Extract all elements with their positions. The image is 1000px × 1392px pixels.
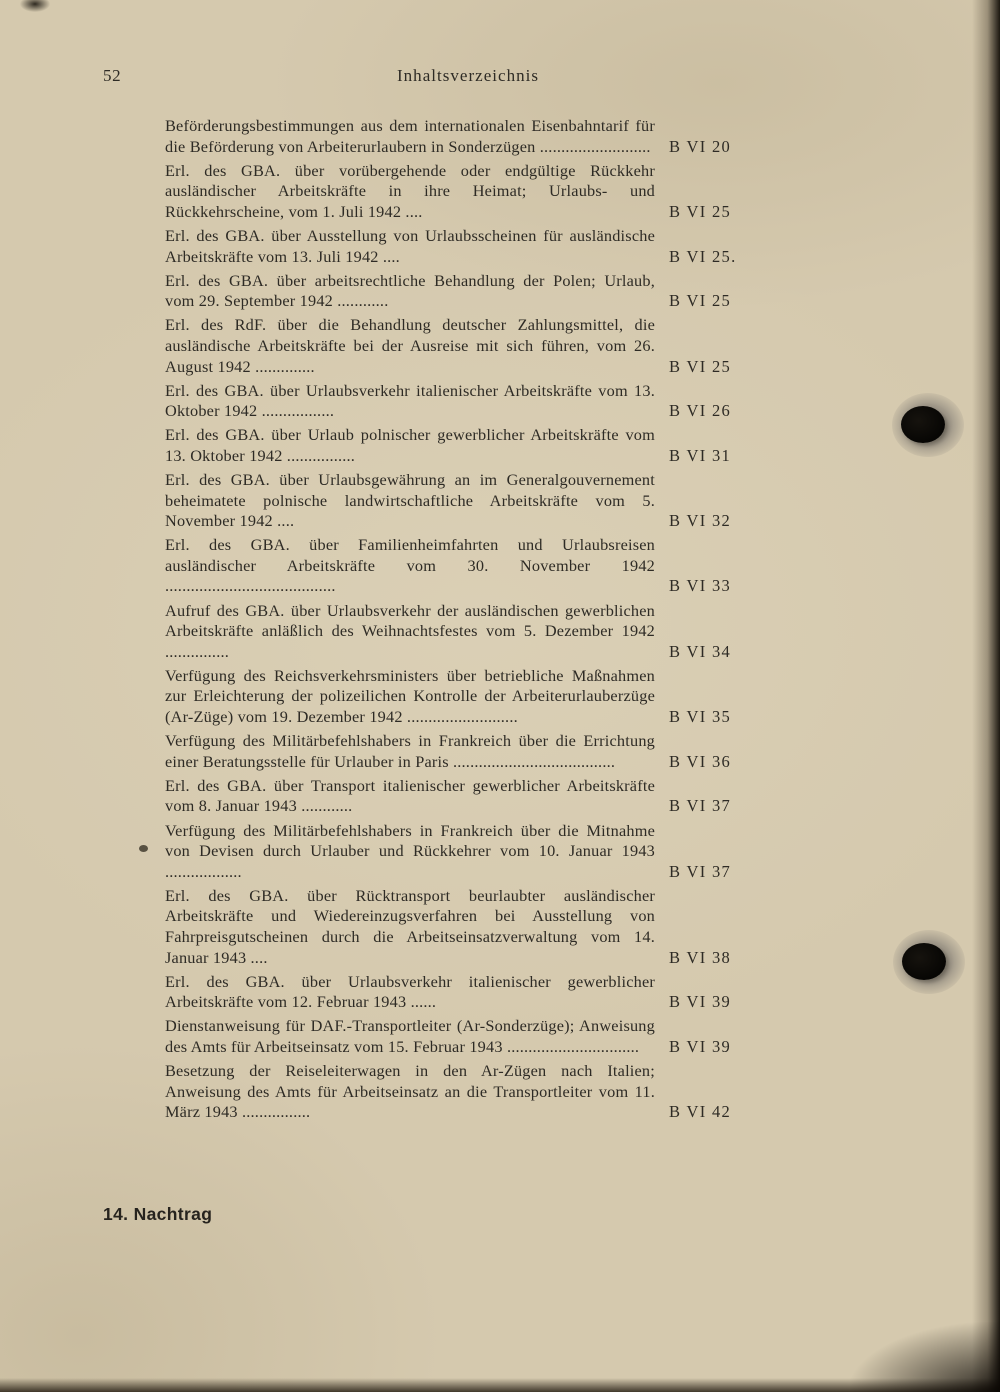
toc-entry-text: Erl. des GBA. über Urlaubsverkehr italienischer gewerblicher Arbeitskräfte vom 12. Februar 1943 ...... xyxy=(165,971,655,1012)
toc-entry-code: B VI 26 xyxy=(669,401,732,421)
page-title: Inhaltsverzeichnis xyxy=(396,66,540,85)
toc-entry-text: Aufruf des GBA. über Urlaubsverkehr der ausländischen gewerblichen Arbeitskräfte anläßlich des Weihnachtsfestes vom 5. Dezember 1942 ............... xyxy=(165,600,655,661)
toc-entry-code: B VI 25 xyxy=(669,356,732,376)
toc-entry xyxy=(165,776,765,817)
toc-entry xyxy=(165,886,765,968)
toc-entry xyxy=(165,1016,765,1057)
toc-entry-code: B VI 39 xyxy=(669,1036,732,1056)
toc-entry xyxy=(165,271,765,312)
toc-entry-text: Besetzung der Reiseleiterwagen in den Ar-Zügen nach Italien; Anweisung des Amts für Arbeitseinsatz an die Transportleiter vom 11. März 1943 ................ xyxy=(165,1061,655,1122)
toc-entry-text: Erl. des GBA. über Rücktransport beurlaubter ausländischer Arbeitskräfte und Wiedereinzugsverfahren bei Ausstellung von Fahrpreisgutscheinen durch die Arbeitseinsatzverwaltung vom 14. Januar 1943 .... xyxy=(165,885,655,967)
toc-entry xyxy=(165,315,765,377)
toc-entry-text: Beförderungsbestimmungen aus dem internationalen Eisenbahntarif für die Beförderung von Arbeiterurlaubern in Sonderzügen .......................... xyxy=(165,116,655,156)
toc-entry-text: Erl. des GBA. über Transport italienischer gewerblicher Arbeitskräfte vom 8. Januar 1943 ............ xyxy=(165,775,655,816)
punch-hole-icon xyxy=(902,943,946,980)
toc-entry-text: Verfügung des Militärbefehlshabers in Frankreich über die Mitnahme von Devisen durch Urlauber und Rückkehrer vom 10. Januar 1943 .................. xyxy=(165,820,655,881)
toc-entry-text: Erl. des RdF. über die Behandlung deutscher Zahlungsmittel, die ausländische Arbeitskräfte bei der Ausreise mit sich führen, vom 26. August 1942 .............. xyxy=(165,315,655,376)
toc-entry xyxy=(165,1061,765,1123)
ink-speck xyxy=(139,845,148,852)
toc-entry-code: B VI 42 xyxy=(669,1102,732,1122)
toc-entry xyxy=(165,601,765,663)
toc-entry xyxy=(165,226,765,267)
toc-entry xyxy=(165,731,765,772)
toc-entry-code: B VI 25. xyxy=(669,246,737,266)
toc-entry xyxy=(165,116,765,157)
toc-entry-code: B VI 33 xyxy=(669,576,732,596)
toc-entries xyxy=(165,116,765,1126)
toc-entry xyxy=(165,470,765,532)
toc-entry-text: Erl. des GBA. über Ausstellung von Urlaubsscheinen für ausländische Arbeitskräfte vom 13. Juli 1942 .... xyxy=(165,225,655,266)
page-corner-shadow xyxy=(850,1322,1000,1392)
toc-entry-code: B VI 34 xyxy=(669,641,732,661)
toc-entry xyxy=(165,161,765,223)
toc-entry-code: B VI 37 xyxy=(669,861,732,881)
section-heading-nachtrag: 14. Nachtrag xyxy=(103,1204,213,1224)
toc-entry-code: B VI 25 xyxy=(669,291,732,311)
punch-hole-top xyxy=(898,399,958,451)
toc-entry-text: Erl. des GBA. über Urlaubsgewährung an im Generalgouvernement beheimatete polnische landwirtschaftliche Arbeitskräfte vom 5. November 1942 .... xyxy=(165,470,655,531)
running-head xyxy=(0,66,936,90)
toc-entry-code: B VI 31 xyxy=(669,445,732,465)
toc-entry-code: B VI 32 xyxy=(669,511,732,531)
toc-entry-text: Erl. des GBA. über Urlaubsverkehr italienischer Arbeitskräfte vom 13. Oktober 1942 ................. xyxy=(165,380,655,421)
toc-entry xyxy=(165,535,765,597)
toc-entry-code: B VI 39 xyxy=(669,992,732,1012)
page-number: 52 xyxy=(103,66,122,85)
toc-entry-text: Erl. des GBA. über Urlaub polnischer gewerblicher Arbeitskräfte vom 13. Oktober 1942 ................ xyxy=(165,425,655,465)
toc-entry-code: B VI 38 xyxy=(669,947,732,967)
toc-entry-code: B VI 25 xyxy=(669,201,732,221)
toc-entry-code: B VI 37 xyxy=(669,796,732,816)
toc-entry-text: Erl. des GBA. über arbeitsrechtliche Behandlung der Polen; Urlaub, vom 29. September 1942 ............ xyxy=(165,270,655,311)
toc-entry-code: B VI 35 xyxy=(669,707,732,727)
toc-entry xyxy=(165,425,765,466)
toc-entry xyxy=(165,972,765,1013)
toc-entry-code: B VI 36 xyxy=(669,751,732,771)
toc-entry-text: Verfügung des Reichsverkehrsministers über betriebliche Maßnahmen zur Erleichterung der polizeilichen Kontrolle der Arbeiterurlauberzüge (Ar-Züge) vom 19. Dezember 1942 .......................... xyxy=(165,665,655,727)
toc-entry-code: B VI 20 xyxy=(669,136,732,156)
toc-entry-text: Dienstanweisung für DAF.-Transportleiter (Ar-Sonderzüge); Anweisung des Amts für Arbeitseinsatz vom 15. Februar 1943 ............................... xyxy=(165,1016,655,1056)
punch-hole-icon xyxy=(901,406,945,443)
toc-entry-text: Verfügung des Militärbefehlshabers in Frankreich über die Errichtung einer Beratungsstelle für Urlauber in Paris ...................................... xyxy=(165,731,655,771)
toc-entry xyxy=(165,381,765,422)
scan-artifact-mark xyxy=(20,0,50,12)
toc-entry xyxy=(165,666,765,728)
toc-entry xyxy=(165,821,765,883)
toc-entry-text: Erl. des GBA. über Familienheimfahrten und Urlaubsreisen ausländischer Arbeitskräfte vom 30. November 1942 ........................................ xyxy=(165,535,655,596)
punch-hole-bottom xyxy=(899,936,959,988)
page-edge-shadow-right xyxy=(972,0,1000,1392)
toc-entry-text: Erl. des GBA. über vorübergehende oder endgültige Rückkehr ausländischer Arbeitskräfte in ihre Heimat; Urlaubs- und Rückkehrscheine, vom 1. Juli 1942 .... xyxy=(165,160,655,221)
